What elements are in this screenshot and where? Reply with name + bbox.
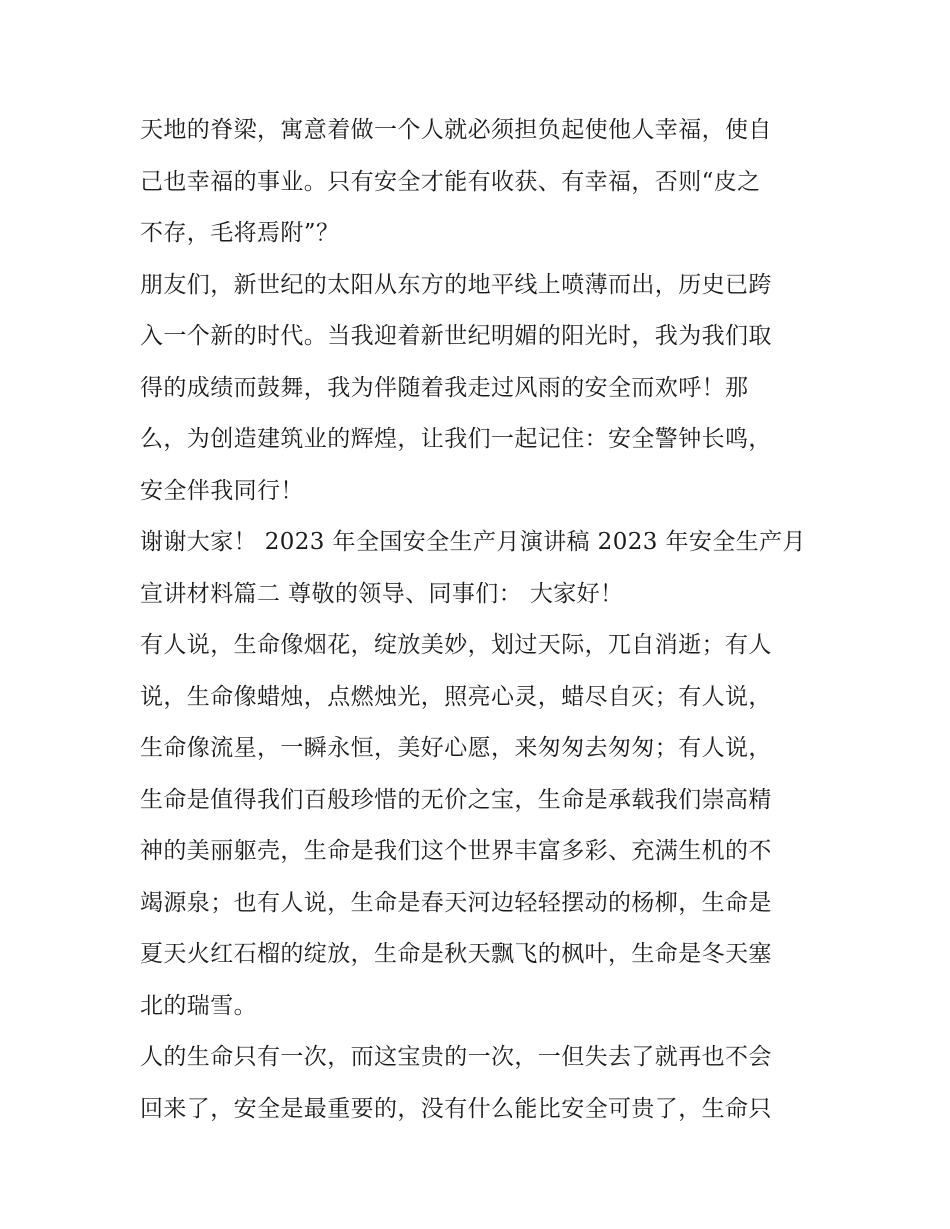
text-line: 得的成绩而鼓舞，我为伴随着我走过风雨的安全而欢呼！那 xyxy=(140,374,749,401)
text-line: 宣讲材料篇二 尊敬的领导、同事们： 大家好！ xyxy=(140,580,624,607)
text-line: 有人说，生命像烟花，绽放美妙，划过天际，兀自消逝；有人 xyxy=(140,632,772,658)
text-line: 己也幸福的事业。只有安全才能有收获、有幸福，否则“皮之 xyxy=(140,168,761,195)
text-line: 夏天火红石榴的绽放，生命是秋天飘飞的枫叶，生命是冬天塞 xyxy=(140,941,772,967)
text-line: 不存，毛将焉附”？ xyxy=(140,220,340,246)
text-line: 生命像流星，一瞬永恒，美好心愿，来匆匆去匆匆；有人说， xyxy=(140,735,772,761)
text-line: 北的瑞雪。 xyxy=(140,992,257,1019)
text-line: 谢谢大家！ 2023 年全国安全生产月演讲稿 2023 年安全生产月 xyxy=(140,529,806,555)
document-body xyxy=(140,105,815,1135)
text-line: 天地的脊梁，寓意着做一个人就必须担负起使他人幸福，使自 xyxy=(140,117,772,143)
text-line: 竭源泉；也有人说，生命是春天河边轻轻摆动的杨柳，生命是 xyxy=(140,889,772,916)
text-line: 人的生命只有一次，而这宝贵的一次，一但失去了就再也不会 xyxy=(140,1044,772,1070)
text-line: 回来了，安全是最重要的，没有什么能比安全可贵了，生命只 xyxy=(140,1095,772,1122)
text-line: 入一个新的时代。当我迎着新世纪明媚的阳光时，我为我们取 xyxy=(140,323,772,349)
text-line: 朋友们，新世纪的太阳从东方的地平线上喷薄而出，历史已跨 xyxy=(140,271,772,298)
text-line: 安全伴我同行！ xyxy=(140,477,304,504)
text-line: 生命是值得我们百般珍惜的无价之宝，生命是承载我们崇高精 xyxy=(140,786,772,813)
text-line: 说，生命像蜡烛，点燃烛光，照亮心灵，蜡尽自灭；有人说， xyxy=(140,683,772,710)
text-line: 神的美丽躯壳，生命是我们这个世界丰富多彩、充满生机的不 xyxy=(140,838,772,864)
text-line: 么，为创造建筑业的辉煌，让我们一起记住：安全警钟长鸣， xyxy=(140,426,772,452)
